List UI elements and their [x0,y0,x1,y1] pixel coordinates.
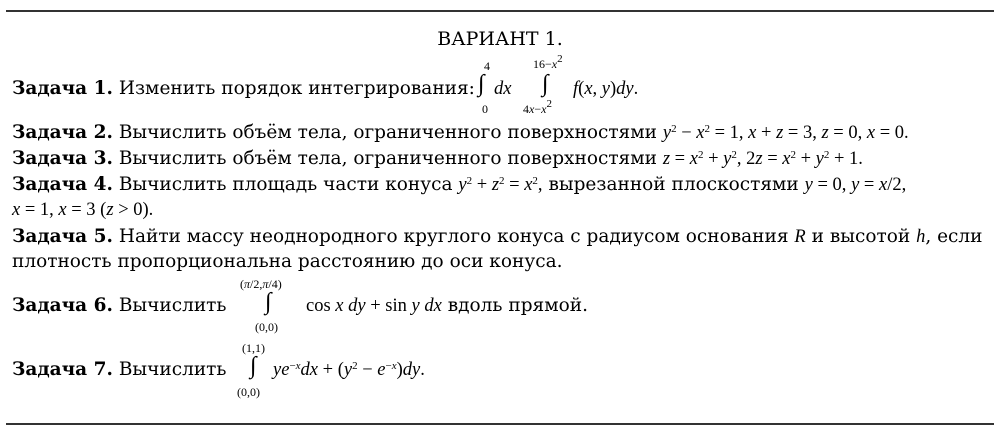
task-formula: $y^2 - x^2 = 1$, x + z = 3, z = 0, x = 0. [662,122,909,143]
top-rule [6,10,994,12]
task-text: Вычислить [118,295,227,316]
task-text-line2: плотность пропорциональна расстоянию до оси конуса. [12,251,563,272]
task-formula: $z = x^2 + y^2$, $2z = x^2 + y^2 + 1$. [662,148,863,169]
t6-lower-limit: (0,0) [255,320,278,334]
t1-lower-limit-2: $4x-x^2$ [523,97,552,116]
variant-title: ВАРИАНТ 1. [437,28,563,50]
task-1 [12,80,475,99]
t1-lower-limit-1: 0 [482,102,488,116]
task-text: Вычислить объём тела, ограниченного поверхностями [118,148,657,169]
task-formula-2: y = 0, y = x/2, [804,175,907,195]
t1-upper-limit-2: $16-x^2$ [533,52,563,71]
t1-dx: dx [494,79,512,99]
task-3 [12,150,863,169]
task-label: Задача 3. [12,148,113,169]
task-text: Вычислить площадь части конуса [118,174,453,195]
task-label: Задача 7. [12,359,113,380]
task-formula: $y^2 + z^2 = x^2$, [458,174,543,195]
integral-sign: ∫ [542,71,549,97]
t7-lower-limit: (0,0) [237,385,260,399]
t7-integrand: $ye^{-x}dx + (y^2 - e^{-x})dy$. [273,359,425,380]
t1-upper-limit-1: 4 [484,59,490,73]
task-5-cont [12,253,562,272]
task-text-and: и высотой [811,226,911,247]
t7-upper-limit: (1,1) [242,341,265,355]
task-text: Вычислить объём тела, ограниченного поверхностями [118,122,657,143]
task-label: Задача 4. [12,174,113,195]
bottom-rule [6,423,994,425]
task-7 [12,361,226,380]
task-2 [12,124,909,143]
task-text-after: вдоль прямой. [447,295,588,316]
task-text-end: , если [925,226,983,247]
task-label: Задача 5. [12,226,113,247]
t6-upper-limit: (π/2,π/4) [240,277,282,291]
task-text: Вычислить [118,359,227,380]
task-text: Найти массу неоднородного круглого конуса с радиусом основания [118,226,789,247]
task-text-2: вырезанной плоскостями [548,174,799,195]
task-5 [12,228,982,247]
integral-sign: ∫ [478,71,485,97]
integral-sign: ∫ [265,289,272,315]
t6-integrand: cos x dy + sin y dx вдоль прямой. [306,295,588,316]
height-symbol: h [916,227,926,247]
task-formula-3: x = 1, x = 3 (z > 0). [12,200,154,220]
task-label: Задача 2. [12,122,113,143]
task-text: Изменить порядок интегрирования: [118,78,475,99]
t1-integrand: f(x, y)dy. [573,79,639,99]
task-6 [12,297,226,316]
task-4-cont [12,201,153,220]
task-label: Задача 1. [12,78,113,99]
task-label: Задача 6. [12,295,113,316]
integral-sign: ∫ [250,353,257,379]
radius-symbol: R [794,227,806,247]
task-4 [12,176,906,195]
